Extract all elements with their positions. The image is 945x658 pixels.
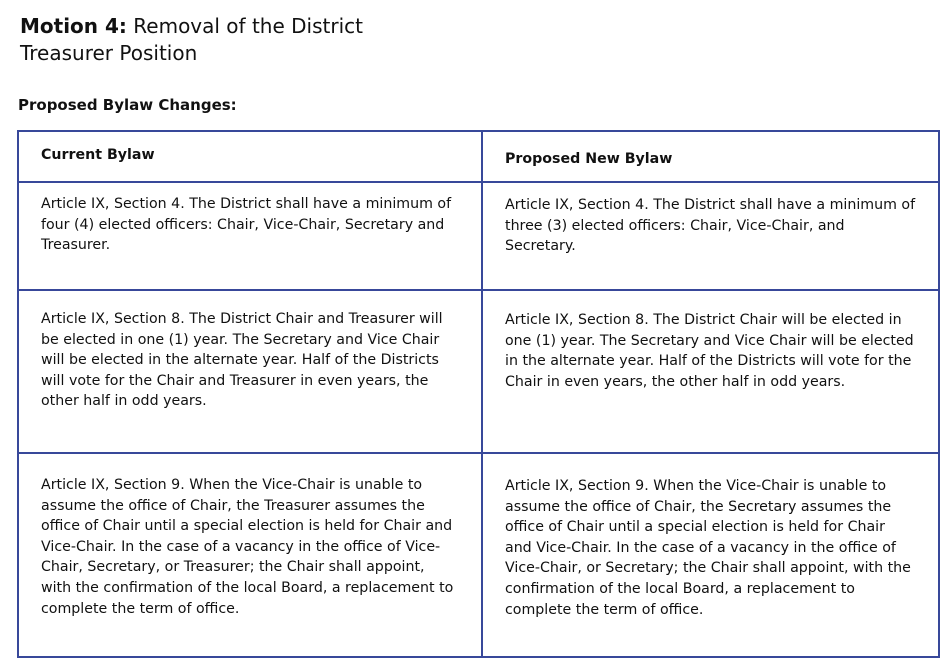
table-header-row	[18, 131, 939, 182]
proposed-bylaw-text: Article IX, Section 8. The District Chair will be elected in one (1) year. The Secretary and Vice Chair will be elected in the alternate year. Half of the Districts will vote for the Chair in even years, the other half in odd years.	[505, 312, 914, 390]
table-row	[18, 453, 939, 657]
bylaw-comparison-table	[17, 130, 940, 658]
proposed-bylaw-text: Article IX, Section 9. When the Vice-Chair is unable to assume the office of Chair, the Secretary assumes the office of Chair until a special election is held for Chair and Vice-Chair. In the case of a vacancy in the office of Vice-Chair, or Secretary; the Chair shall appoint, with the confirmation of the local Board, a replacement to complete the term of office.	[505, 478, 911, 618]
current-bylaw-text: Article IX, Section 4. The District shall have a minimum of four (4) elected officers: Chair, Vice-Chair, Secretary and Treasurer.	[41, 196, 452, 254]
column-header-proposed-bylaw: Proposed New Bylaw	[482, 131, 939, 182]
current-bylaw-cell	[18, 290, 482, 453]
proposed-bylaw-cell	[482, 290, 939, 453]
current-bylaw-cell	[18, 182, 482, 290]
current-bylaw-cell	[18, 453, 482, 657]
motion-number: Motion 4:	[20, 14, 127, 38]
proposed-bylaw-cell	[482, 182, 939, 290]
proposed-bylaw-cell	[482, 453, 939, 657]
motion-title-text: Removal of the District Treasurer Position	[20, 14, 363, 65]
motion-title	[20, 13, 420, 67]
proposed-bylaw-text: Article IX, Section 4. The District shall have a minimum of three (3) elected officers: Chair, Vice-Chair, and Secretary.	[505, 197, 916, 255]
current-bylaw-text: Article IX, Section 8. The District Chair and Treasurer will be elected in one (1) year. The Secretary and Vice Chair will be elected in the alternate year. Half of the Districts will vote for the Chair and Treasurer in even years, the other half in odd years.	[41, 311, 443, 410]
section-heading: Proposed Bylaw Changes:	[18, 96, 237, 114]
column-header-current-bylaw: Current Bylaw	[18, 131, 482, 182]
current-bylaw-text: Article IX, Section 9. When the Vice-Chair is unable to assume the office of Chair, the Treasurer assumes the office of Chair until a special election is held for Chair and Vice-Chair. In the case of a vacancy in the office of Vice-Chair, Secretary, or Treasurer; the Chair shall appoint, with the confirmation of the local Board, a replacement to complete the term of office.	[41, 477, 454, 617]
table-row	[18, 290, 939, 453]
table-row	[18, 182, 939, 290]
